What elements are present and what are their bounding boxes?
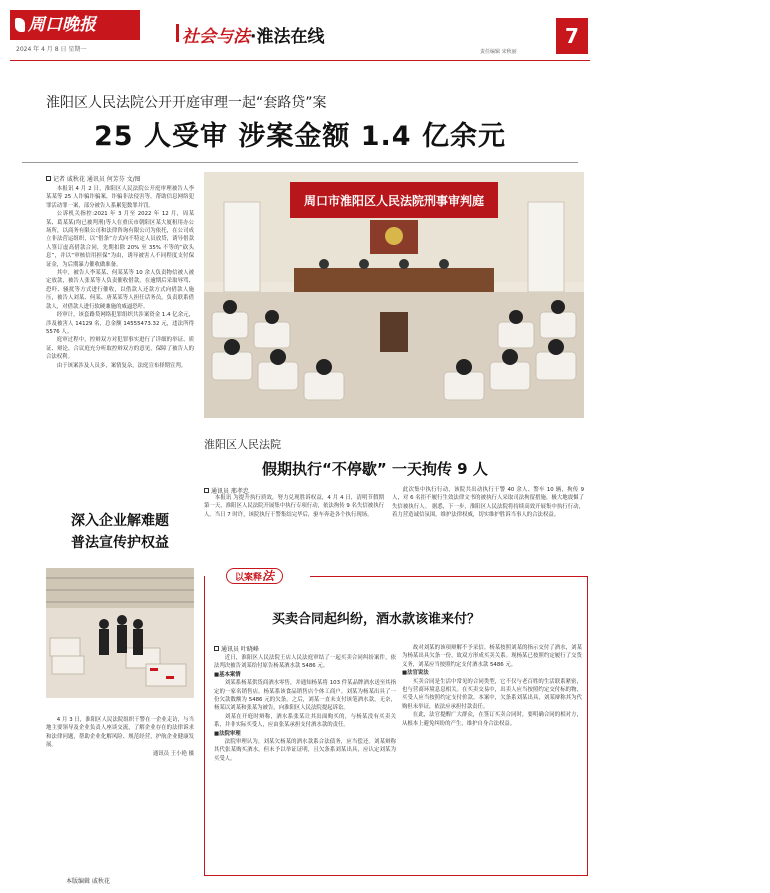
lead-byline: 记者 戚秋花 通讯员 何芳芬 文/图 [46,174,141,183]
case-subheading: ■法院审理 [214,730,241,737]
case-paragraph: 故对刘某的该项辩解不予采信。杨某按照刘某的指示交付了酒水，刘某为杨某出具欠条一份，故双方形成买卖关系。现杨某已按照约定履行了交货义务，刘某应当按照约定支付酒水款 5486 元。 [402,645,582,668]
case-feature-tag: 以案释法 [226,568,283,584]
case-feature-headline[interactable]: 买卖合同起纠纷，酒水款该谁来付？ [272,612,481,627]
case-paragraph: 买卖合同是生活中常见的合同类型，它不仅与老百姓的生活联系紧密，也与营商环境息息相关。在买卖交易中，出卖人应当按照约定交付标的物，买受人应当按照约定支付价款。本案中，欠条系刘某出具，刘某辩称其为代购但未举证，依法应承担付款责任。 [402,678,582,710]
section-divider [176,24,179,42]
lead-paragraph: 公诉机关指控:2021 年 3 月至 2022 年 12 月，周某某、葛某某(均已被判刑)等人在重庆市朝阳区某大厦租用办公场所，以商务有限公司和法律咨询有限公司为依托，在公司成立非法营运组织，以“借条”方式向不特定人员放贷，诱导借款人签订虚高借款合同，先期扣除 20% 至 35% 不等的“砍头息”，并以“审核信用担保”为由，诱导被害人不同程度支付保证金，为后期暴力催收做准备。 [46,211,194,268]
lead-body [46,185,194,370]
byline-square-icon [204,488,209,493]
factory-illustration [46,568,194,698]
case-paragraph: 刘某系杨某供货商酒水零售，并通知杨某将 103 件某品牌酒水送至其指定的一家名销售店。杨某系该食品销售店个体工商户。刘某为杨某出具了一份欠款数额为 5486 元的欠条。之后，刘某一直未支付该笔酒水款，无奈，杨某以刘某和张某为被告，向淮阳区人民法院提起诉讼。 [214,680,396,712]
masthead [0,0,600,62]
lead-kicker: 淮阳区人民法院公开开庭审理一起“套路贷”案 [46,95,327,111]
case-paragraph: 在此，法官提醒广大群众，在签订买卖合同时，要明确合同的相对方，从根本上避免纠纷的产生，维护自身合法权益。 [402,712,582,727]
left-story-headline[interactable]: 深入企业解难题 普法宣传护权益 [71,513,169,551]
lead-headline[interactable]: 25 人受审 涉案金额 1.4 亿余元 [93,121,506,152]
page-number: 7 [556,18,588,54]
lead-paragraph: 本报讯 4 月 2 日，淮阳区人民法院公开庭审理被告人李某某等 25 人诈骗诈骗案，诈骗非法侵害等，帮助信息网络犯罪活动罪一案，部分被告人系累犯数罪并罚。 [46,186,194,209]
enforcement-kicker: 淮阳区人民法院 [204,438,281,451]
enforcement-byline: 通讯员 邢孝忠 [204,486,249,495]
byline-square-icon [46,176,51,181]
enforcement-body-col1 [204,494,384,519]
case-feature-rule [310,576,588,577]
lead-paragraph: 经审计，该套路贷网络犯罪组织共涉案资金 1.4 亿余元，涉及被害人 14129 名，总金额 14555473.32 元，违法所得 5576 人。 [46,312,194,335]
photo-credit: 通讯员 王小艳 摄 [152,750,194,757]
masthead-rule [10,60,590,61]
enforcement-headline[interactable]: 假期执行“不停歇” 一天拘传 9 人 [262,460,488,478]
courtroom-illustration [204,172,584,418]
section-title: 社会与法·淮法在线 [182,27,325,47]
case-paragraph: 法院审理认为，刘某欠杨某的酒水款系合法债务，应当偿还。刘某辩称其代张某购买酒水，但未予以举证证明，且欠条系刘某出具，应认定刘某为买受人。 [214,739,396,762]
issue-date: 2024 年 4 月 8 日 星期一 [16,46,87,53]
enforcement-paragraph: 此次集中执行行动，该院共出动执行干警 40 余人、警车 10 辆，拘传 9 人，对 6 名拒不履行生效法律文书的被执行人采取司法拘留措施，极大地震慑了失信被执行人。 据悉，下一步，淮阳区人民法院将持续高效开展集中执行行动，着力营造诚信氛围，维护法律权威，切实维护胜诉当事人的合法权益。 [392,487,584,519]
factory-photo[interactable] [46,568,194,698]
case-paragraph: 近日，淮阳区人民法院王店人民法庭审结了一起买卖合同纠纷案件，依法判决被告刘某给付原告杨某酒水款 5486 元。 [214,655,396,670]
lead-paragraph: 由于该案涉及人员多，案情复杂，法庭宣布择期宣判。 [56,362,187,369]
logo-text: 周口晚报 [28,15,96,35]
newspaper-logo[interactable] [10,10,140,40]
byline-square-icon [214,646,219,651]
case-paragraph: 刘某在开庭时辩称，酒水系张某让其出面购买的，与杨某没有买卖关系，并非实际买受人，应由张某承担支付酒水款的责任。 [214,713,396,729]
left-story-caption: 4 月 3 日，淮阳区人民法院组织干警在一企业走访，与当地主要领导及企业负责人座谈交流，了解企业存在的法律诉求和法律问题，帮助企业化解风险、规范经营，护航企业健康发展。 通讯员 王小艳 摄 [46,717,194,757]
enforcement-paragraph: 本报讯 为提升执行质效，努力兑现胜诉权益，4 月 4 日，清明节假期第一天，淮阳区人民法院开展集中执行专项行动，依法拘传 9 名失信被执行人。当日 7 时许，该院执行干警集结完毕后，驱车奔赴各个执行现场。 [204,495,384,518]
lead-paragraph: 庭审过程中，控辩双方对犯罪事实进行了详细的举证、质证、辩论，合议庭充分听取控辩双方的意见，保障了被告人的合法权利。 [46,337,194,361]
logo-icon [15,18,25,32]
headline-rule [22,162,578,163]
case-feature-col2 [402,644,582,728]
photo-caption: 庭审现场。 [760,579,770,599]
case-feature-col1 [214,654,396,763]
lead-paragraph: 其中，被告人李某某、何某某等 10 余人负责物信被人被定放款，被告人张某等人负责催收借款，在逾期后采取辱骂、恐吓、骚扰等方式进行催收，以借款人还款方式向借款人施压，被告人刘某、何某、唐某某等人担任话务员，负责联系借款人，对借款人进行软硬兼施的威逼恐吓。 [46,270,194,310]
case-subheading: ■法官说法 [402,670,429,677]
case-feature-byline: 通讯员 叶晓峰 [214,644,259,653]
responsible-editor: 责任编辑 宋秋丽 [480,49,517,55]
page-editor: 本版编辑 戚秋花 [66,878,110,885]
enforcement-body-col2 [392,486,584,520]
case-subheading: ■基本案情 [214,671,241,678]
courtroom-banner: 周口市淮阳区人民法院刑事审判庭 [303,194,485,208]
